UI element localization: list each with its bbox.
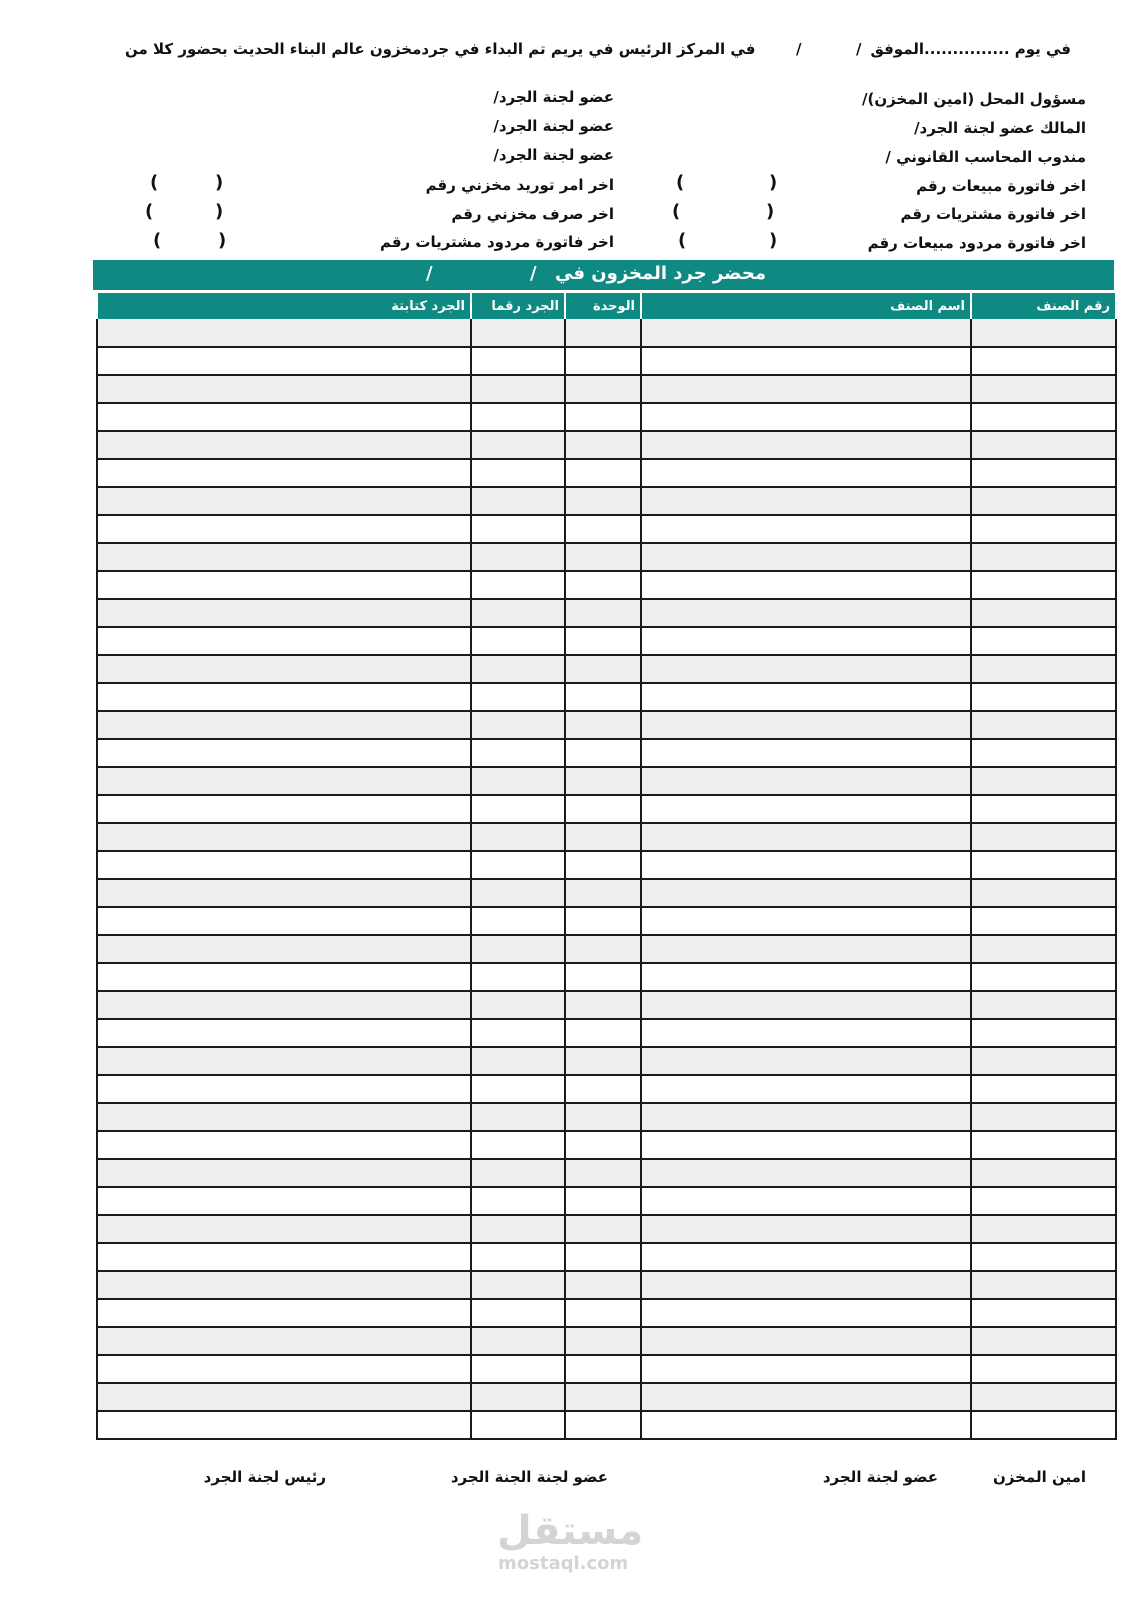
table-cell[interactable] bbox=[471, 1187, 565, 1215]
table-cell[interactable] bbox=[471, 515, 565, 543]
table-cell[interactable] bbox=[971, 543, 1116, 571]
table-cell[interactable] bbox=[471, 739, 565, 767]
table-cell[interactable] bbox=[565, 1327, 641, 1355]
table-cell[interactable] bbox=[565, 1215, 641, 1243]
table-cell[interactable] bbox=[641, 1243, 971, 1271]
table-cell[interactable] bbox=[471, 1103, 565, 1131]
table-cell[interactable] bbox=[471, 347, 565, 375]
table-row bbox=[97, 347, 1116, 375]
table-cell[interactable] bbox=[641, 823, 971, 851]
table-cell[interactable] bbox=[641, 1383, 971, 1411]
table-cell[interactable] bbox=[971, 823, 1116, 851]
attendee-accountant-rep: مندوب المحاسب القانوني / bbox=[885, 148, 1086, 166]
table-cell[interactable] bbox=[97, 319, 471, 347]
table-cell[interactable] bbox=[641, 963, 971, 991]
table-cell[interactable] bbox=[641, 935, 971, 963]
column-header-item-number: رقم الصنف bbox=[971, 293, 1116, 319]
table-cell[interactable] bbox=[971, 375, 1116, 403]
issue-order-number-slot: ( ) bbox=[145, 201, 224, 222]
table-cell[interactable] bbox=[471, 319, 565, 347]
table-row bbox=[97, 767, 1116, 795]
table-row bbox=[97, 1131, 1116, 1159]
last-issue-order-label: اخر صرف مخزني رقم bbox=[451, 205, 614, 223]
header-date-slash: / bbox=[796, 40, 802, 58]
table-cell[interactable] bbox=[471, 1327, 565, 1355]
table-cell[interactable] bbox=[471, 1411, 565, 1439]
table-cell[interactable] bbox=[565, 515, 641, 543]
table-row bbox=[97, 431, 1116, 459]
table-cell[interactable] bbox=[97, 1383, 471, 1411]
column-header-count-numeric: الجرد رقما bbox=[471, 293, 565, 319]
table-cell[interactable] bbox=[971, 1299, 1116, 1327]
table-cell[interactable] bbox=[641, 795, 971, 823]
table-cell[interactable] bbox=[565, 1299, 641, 1327]
table-cell[interactable] bbox=[97, 851, 471, 879]
table-cell[interactable] bbox=[971, 487, 1116, 515]
table-cell[interactable] bbox=[471, 879, 565, 907]
table-cell[interactable] bbox=[641, 1103, 971, 1131]
table-cell[interactable] bbox=[471, 767, 565, 795]
table-cell[interactable] bbox=[97, 459, 471, 487]
header-date-text: في يوم ...............الموفق bbox=[870, 40, 1071, 58]
table-cell[interactable] bbox=[97, 515, 471, 543]
table-cell[interactable] bbox=[971, 963, 1116, 991]
table-cell[interactable] bbox=[971, 1411, 1116, 1439]
table-cell[interactable] bbox=[97, 655, 471, 683]
purchase-return-number-slot: ( ) bbox=[153, 230, 227, 251]
table-cell[interactable] bbox=[471, 683, 565, 711]
table-cell[interactable] bbox=[471, 823, 565, 851]
table-cell[interactable] bbox=[565, 375, 641, 403]
table-cell[interactable] bbox=[971, 739, 1116, 767]
table-cell[interactable] bbox=[641, 515, 971, 543]
table-cell[interactable] bbox=[641, 627, 971, 655]
table-row bbox=[97, 935, 1116, 963]
table-cell[interactable] bbox=[97, 711, 471, 739]
table-body bbox=[97, 319, 1116, 1439]
attendee-committee-member: عضو لجنة الجرد/ bbox=[493, 146, 614, 164]
table-cell[interactable] bbox=[641, 1271, 971, 1299]
table-cell[interactable] bbox=[971, 403, 1116, 431]
table-cell[interactable] bbox=[641, 711, 971, 739]
table-cell[interactable] bbox=[97, 347, 471, 375]
table-cell[interactable] bbox=[565, 1243, 641, 1271]
table-cell[interactable] bbox=[471, 459, 565, 487]
table-cell[interactable] bbox=[471, 1299, 565, 1327]
table-cell[interactable] bbox=[471, 1131, 565, 1159]
table-cell[interactable] bbox=[565, 431, 641, 459]
table-cell[interactable] bbox=[641, 347, 971, 375]
table-cell[interactable] bbox=[471, 1047, 565, 1075]
table-row bbox=[97, 487, 1116, 515]
table-cell[interactable] bbox=[641, 431, 971, 459]
table-cell[interactable] bbox=[971, 431, 1116, 459]
attendee-owner: المالك عضو لجنة الجرد/ bbox=[914, 119, 1086, 137]
table-cell[interactable] bbox=[565, 739, 641, 767]
table-cell[interactable] bbox=[97, 1243, 471, 1271]
table-cell[interactable] bbox=[641, 1215, 971, 1243]
table-row bbox=[97, 823, 1116, 851]
table-cell[interactable] bbox=[641, 1187, 971, 1215]
table-cell[interactable] bbox=[641, 571, 971, 599]
table-cell[interactable] bbox=[471, 711, 565, 739]
table-row bbox=[97, 1075, 1116, 1103]
table-cell[interactable] bbox=[565, 683, 641, 711]
table-cell[interactable] bbox=[565, 655, 641, 683]
table-cell[interactable] bbox=[97, 1411, 471, 1439]
table-cell[interactable] bbox=[565, 1411, 641, 1439]
table-cell[interactable] bbox=[471, 403, 565, 431]
table-cell[interactable] bbox=[471, 627, 565, 655]
column-header-item-name: اسم الصنف bbox=[641, 293, 971, 319]
table-cell[interactable] bbox=[565, 963, 641, 991]
table-cell[interactable] bbox=[97, 487, 471, 515]
table-cell[interactable] bbox=[97, 963, 471, 991]
table-row bbox=[97, 459, 1116, 487]
table-cell[interactable] bbox=[565, 851, 641, 879]
inventory-title-band bbox=[93, 260, 1114, 290]
table-cell[interactable] bbox=[641, 655, 971, 683]
column-header-unit: الوحدة bbox=[565, 293, 641, 319]
purchase-invoice-number-slot: ( ) bbox=[672, 201, 775, 222]
table-cell[interactable] bbox=[97, 1047, 471, 1075]
table-cell[interactable] bbox=[97, 935, 471, 963]
table-cell[interactable] bbox=[971, 627, 1116, 655]
table-cell[interactable] bbox=[971, 515, 1116, 543]
table-cell[interactable] bbox=[471, 375, 565, 403]
table-row bbox=[97, 1383, 1116, 1411]
table-cell[interactable] bbox=[97, 1131, 471, 1159]
table-row bbox=[97, 795, 1116, 823]
table-cell[interactable] bbox=[971, 347, 1116, 375]
table-cell[interactable] bbox=[471, 795, 565, 823]
title-date-slash: / bbox=[426, 263, 433, 284]
sales-invoice-number-slot: ( ) bbox=[676, 172, 778, 193]
last-sales-return-label: اخر فاتورة مردود مبيعات رقم bbox=[867, 234, 1086, 252]
table-cell[interactable] bbox=[565, 823, 641, 851]
table-cell[interactable] bbox=[971, 571, 1116, 599]
table-cell[interactable] bbox=[97, 1327, 471, 1355]
table-cell[interactable] bbox=[565, 599, 641, 627]
table-cell[interactable] bbox=[971, 1159, 1116, 1187]
table-cell[interactable] bbox=[971, 655, 1116, 683]
table-cell[interactable] bbox=[471, 1271, 565, 1299]
table-row bbox=[97, 963, 1116, 991]
table-cell[interactable] bbox=[971, 1383, 1116, 1411]
table-cell[interactable] bbox=[97, 375, 471, 403]
table-cell[interactable] bbox=[565, 795, 641, 823]
table-cell[interactable] bbox=[471, 1075, 565, 1103]
table-cell[interactable] bbox=[641, 459, 971, 487]
table-cell[interactable] bbox=[971, 991, 1116, 1019]
table-cell[interactable] bbox=[641, 319, 971, 347]
title-date-slash: / bbox=[530, 263, 537, 284]
table-cell[interactable] bbox=[97, 767, 471, 795]
table-cell[interactable] bbox=[971, 1327, 1116, 1355]
table-cell[interactable] bbox=[641, 1047, 971, 1075]
table-cell[interactable] bbox=[97, 571, 471, 599]
table-cell[interactable] bbox=[641, 543, 971, 571]
table-cell[interactable] bbox=[97, 991, 471, 1019]
table-cell[interactable] bbox=[97, 599, 471, 627]
table-cell[interactable] bbox=[471, 1383, 565, 1411]
table-cell[interactable] bbox=[641, 1355, 971, 1383]
table-cell[interactable] bbox=[565, 935, 641, 963]
table-cell[interactable] bbox=[971, 1019, 1116, 1047]
sales-return-number-slot: ( ) bbox=[678, 230, 778, 251]
table-cell[interactable] bbox=[565, 991, 641, 1019]
table-cell[interactable] bbox=[971, 879, 1116, 907]
last-sales-invoice-label: اخر فاتورة مبيعات رقم bbox=[916, 177, 1086, 195]
table-row bbox=[97, 991, 1116, 1019]
table-cell[interactable] bbox=[471, 655, 565, 683]
table-cell[interactable] bbox=[971, 1215, 1116, 1243]
table-row bbox=[97, 1019, 1116, 1047]
table-cell[interactable] bbox=[97, 1019, 471, 1047]
table-row bbox=[97, 375, 1116, 403]
table-cell[interactable] bbox=[641, 1159, 971, 1187]
table-cell[interactable] bbox=[971, 683, 1116, 711]
table-cell[interactable] bbox=[565, 1159, 641, 1187]
table-row bbox=[97, 1271, 1116, 1299]
table-row bbox=[97, 1411, 1116, 1439]
last-purchase-return-label: اخر فاتورة مردود مشتريات رقم bbox=[379, 233, 614, 251]
table-cell[interactable] bbox=[565, 879, 641, 907]
table-cell[interactable] bbox=[971, 907, 1116, 935]
table-cell[interactable] bbox=[97, 1355, 471, 1383]
table-cell[interactable] bbox=[565, 1355, 641, 1383]
last-supply-order-label: اخر امر توريد مخزني رقم bbox=[425, 176, 614, 194]
table-row bbox=[97, 739, 1116, 767]
table-cell[interactable] bbox=[97, 907, 471, 935]
table-cell[interactable] bbox=[97, 1103, 471, 1131]
signature-committee-head: رئيس لجنة الجرد bbox=[203, 1468, 326, 1486]
table-row bbox=[97, 1243, 1116, 1271]
table-cell[interactable] bbox=[471, 1355, 565, 1383]
column-header-count-written: الجرد كتابتة bbox=[97, 293, 471, 319]
inventory-title: محضر جرد المخزون في bbox=[555, 263, 766, 284]
table-cell[interactable] bbox=[971, 1103, 1116, 1131]
table-cell[interactable] bbox=[471, 1215, 565, 1243]
table-cell[interactable] bbox=[471, 431, 565, 459]
table-cell[interactable] bbox=[565, 1047, 641, 1075]
table-cell[interactable] bbox=[97, 431, 471, 459]
table-cell[interactable] bbox=[971, 1131, 1116, 1159]
table-cell[interactable] bbox=[971, 1047, 1116, 1075]
table-cell[interactable] bbox=[565, 627, 641, 655]
table-cell[interactable] bbox=[97, 543, 471, 571]
table-cell[interactable] bbox=[971, 1187, 1116, 1215]
table-row bbox=[97, 683, 1116, 711]
table-cell[interactable] bbox=[641, 739, 971, 767]
table-cell[interactable] bbox=[641, 1075, 971, 1103]
table-cell[interactable] bbox=[641, 767, 971, 795]
table-row bbox=[97, 711, 1116, 739]
table-row bbox=[97, 1355, 1116, 1383]
table-cell[interactable] bbox=[565, 767, 641, 795]
table-cell[interactable] bbox=[471, 907, 565, 935]
table-cell[interactable] bbox=[641, 1327, 971, 1355]
table-cell[interactable] bbox=[471, 1159, 565, 1187]
table-cell[interactable] bbox=[471, 599, 565, 627]
signature-store-keeper: امين المخزن bbox=[992, 1468, 1086, 1486]
table-row bbox=[97, 543, 1116, 571]
table-row bbox=[97, 1047, 1116, 1075]
table-cell[interactable] bbox=[97, 1187, 471, 1215]
table-row bbox=[97, 627, 1116, 655]
attendee-committee-member: عضو لجنة الجرد/ bbox=[493, 117, 614, 135]
table-cell[interactable] bbox=[471, 851, 565, 879]
table-cell[interactable] bbox=[471, 543, 565, 571]
table-cell[interactable] bbox=[971, 599, 1116, 627]
table-header-row bbox=[97, 293, 1116, 319]
table-cell[interactable] bbox=[641, 1019, 971, 1047]
table-cell[interactable] bbox=[971, 851, 1116, 879]
table-row bbox=[97, 1299, 1116, 1327]
table-cell[interactable] bbox=[471, 1019, 565, 1047]
table-cell[interactable] bbox=[565, 403, 641, 431]
table-cell[interactable] bbox=[97, 627, 471, 655]
table-cell[interactable] bbox=[971, 459, 1116, 487]
table-cell[interactable] bbox=[641, 1299, 971, 1327]
table-cell[interactable] bbox=[97, 1271, 471, 1299]
table-cell[interactable] bbox=[565, 543, 641, 571]
table-row bbox=[97, 1327, 1116, 1355]
table-row bbox=[97, 515, 1116, 543]
table-cell[interactable] bbox=[97, 739, 471, 767]
table-cell[interactable] bbox=[471, 1243, 565, 1271]
attendee-committee-member: عضو لجنة الجرد/ bbox=[493, 88, 614, 106]
table-row bbox=[97, 655, 1116, 683]
table-row bbox=[97, 907, 1116, 935]
table-row bbox=[97, 319, 1116, 347]
last-purchase-invoice-label: اخر فاتورة مشتريات رقم bbox=[900, 205, 1086, 223]
table-row bbox=[97, 599, 1116, 627]
table-cell[interactable] bbox=[971, 1243, 1116, 1271]
table-cell[interactable] bbox=[471, 963, 565, 991]
table-cell[interactable] bbox=[97, 1215, 471, 1243]
table-cell[interactable] bbox=[641, 375, 971, 403]
table-cell[interactable] bbox=[641, 403, 971, 431]
table-cell[interactable] bbox=[471, 991, 565, 1019]
table-cell[interactable] bbox=[565, 571, 641, 599]
table-cell[interactable] bbox=[565, 459, 641, 487]
watermark-logo: مستقل bbox=[497, 1508, 644, 1554]
table-cell[interactable] bbox=[97, 1075, 471, 1103]
table-cell[interactable] bbox=[565, 1019, 641, 1047]
table-cell[interactable] bbox=[565, 1103, 641, 1131]
table-cell[interactable] bbox=[641, 1411, 971, 1439]
table-cell[interactable] bbox=[641, 1131, 971, 1159]
table-cell[interactable] bbox=[971, 1355, 1116, 1383]
table-cell[interactable] bbox=[641, 487, 971, 515]
table-row bbox=[97, 1187, 1116, 1215]
table-cell[interactable] bbox=[97, 879, 471, 907]
table-cell[interactable] bbox=[565, 1131, 641, 1159]
table-cell[interactable] bbox=[565, 907, 641, 935]
table-cell[interactable] bbox=[471, 935, 565, 963]
table-cell[interactable] bbox=[565, 319, 641, 347]
table-cell[interactable] bbox=[97, 823, 471, 851]
table-cell[interactable] bbox=[641, 599, 971, 627]
table-cell[interactable] bbox=[971, 1271, 1116, 1299]
table-cell[interactable] bbox=[565, 1383, 641, 1411]
header-date-slash: / bbox=[856, 40, 862, 58]
table-row bbox=[97, 879, 1116, 907]
table-row bbox=[97, 571, 1116, 599]
table-row bbox=[97, 1215, 1116, 1243]
table-cell[interactable] bbox=[97, 1299, 471, 1327]
table-cell[interactable] bbox=[565, 487, 641, 515]
table-cell[interactable] bbox=[97, 683, 471, 711]
inventory-table bbox=[96, 293, 1117, 1440]
table-cell[interactable] bbox=[471, 571, 565, 599]
watermark-url: mostaql.com bbox=[498, 1553, 629, 1574]
table-cell[interactable] bbox=[971, 1075, 1116, 1103]
table-cell[interactable] bbox=[565, 1075, 641, 1103]
table-cell[interactable] bbox=[471, 487, 565, 515]
table-row bbox=[97, 851, 1116, 879]
table-row bbox=[97, 1159, 1116, 1187]
signature-committee-member-2: عضو لجنة الجنة الجرد bbox=[450, 1468, 608, 1486]
supply-order-number-slot: ( ) bbox=[150, 172, 224, 193]
table-row bbox=[97, 403, 1116, 431]
table-cell[interactable] bbox=[641, 907, 971, 935]
table-cell[interactable] bbox=[97, 403, 471, 431]
table-cell[interactable] bbox=[641, 879, 971, 907]
table-cell[interactable] bbox=[971, 319, 1116, 347]
table-cell[interactable] bbox=[97, 1159, 471, 1187]
table-cell[interactable] bbox=[565, 347, 641, 375]
table-row bbox=[97, 1103, 1116, 1131]
header-location-text: في المركز الرئيس في يريم تم البداء في جردمخزون عالم البناء الحديث بحضور كلا من bbox=[125, 40, 756, 58]
table-cell[interactable] bbox=[641, 683, 971, 711]
table-cell[interactable] bbox=[565, 1187, 641, 1215]
table-cell[interactable] bbox=[641, 851, 971, 879]
table-cell[interactable] bbox=[97, 795, 471, 823]
table-cell[interactable] bbox=[971, 795, 1116, 823]
table-cell[interactable] bbox=[565, 711, 641, 739]
table-cell[interactable] bbox=[641, 991, 971, 1019]
table-cell[interactable] bbox=[565, 1271, 641, 1299]
table-cell[interactable] bbox=[971, 711, 1116, 739]
table-cell[interactable] bbox=[971, 935, 1116, 963]
table-cell[interactable] bbox=[971, 767, 1116, 795]
signature-committee-member: عضو لجنة الجرد bbox=[822, 1468, 938, 1486]
attendee-store-keeper: مسؤول المحل (امين المخزن)/ bbox=[861, 90, 1086, 108]
